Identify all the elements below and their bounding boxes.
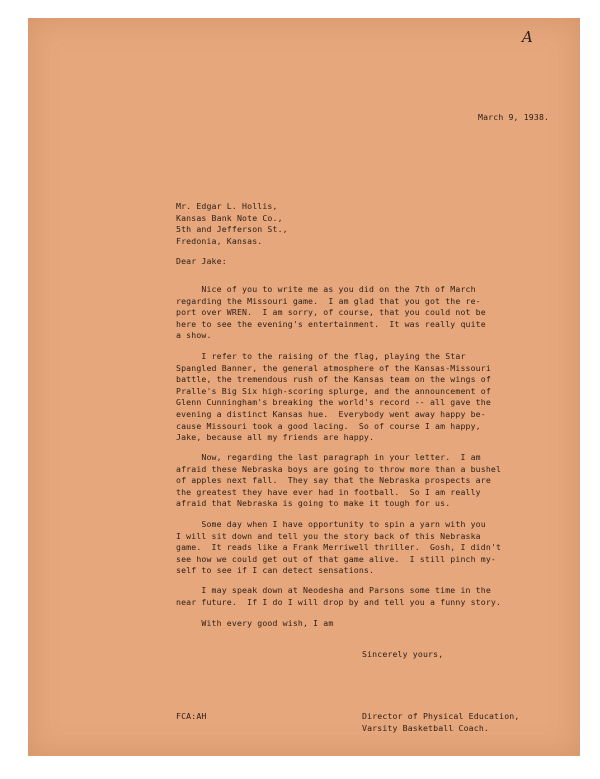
signature-block: Director of Physical Education, Varsity Basketball Coach. — [362, 711, 520, 733]
body-paragraph: Now, regarding the last paragraph in your letter. I am afraid these Nebraska boys are going to throw more than a bushel of apples next fall. They say that the Nebraska prospects are the greatest they have ever had in football. So I am really afraid that Nebraska is going to make it tough for us. — [176, 452, 502, 509]
corner-mark: A — [522, 28, 533, 46]
complimentary-closing: Sincerely yours, — [362, 649, 444, 659]
body-paragraph: With every good wish, I am — [176, 618, 334, 628]
body-paragraph: Nice of you to write me as you did on the 7th of March regarding the Missouri game. I am glad that you got the re- port over WREN. I am sorry, of course, that you could not be here to see the evening's entertainment. It was really quite a show. — [176, 284, 486, 341]
body-paragraph: I may speak down at Neodesha and Parsons some time in the near future. If I do I will drop by and tell you a funny story. — [176, 585, 502, 607]
letter-sheet — [28, 18, 580, 756]
salutation: Dear Jake: — [176, 256, 227, 266]
recipient-address: Mr. Edgar L. Hollis, Kansas Bank Note Co., 5th and Jefferson St., Fredonia, Kansas. — [176, 201, 288, 246]
body-paragraph: I refer to the raising of the flag, playing the Star Spangled Banner, the general atmosphere of the Kansas-Missouri battle, the tremendous rush of the Kansas team on the wings of Pralle's Big Six high-scoring splurge, and the announcement of Glenn Cunningham's breaking the world's record -- all gave the evening a distinct Kansas hue. Everybody went away happy be- cause Missouri took a good lacing. So of course I am happy, Jake, because all my friends are happy. — [176, 351, 491, 443]
body-paragraph: Some day when I have opportunity to spin a yarn with you I will sit down and tell you the story back of this Nebraska game. It reads like a Frank Merriwell thriller. Gosh, I didn't see how we could get out of that game alive. I still pinch my- self to see if I can detect sensations. — [176, 519, 502, 576]
reference-initials: FCA:AH — [176, 711, 207, 721]
letter-date: March 9, 1938. — [478, 112, 550, 122]
